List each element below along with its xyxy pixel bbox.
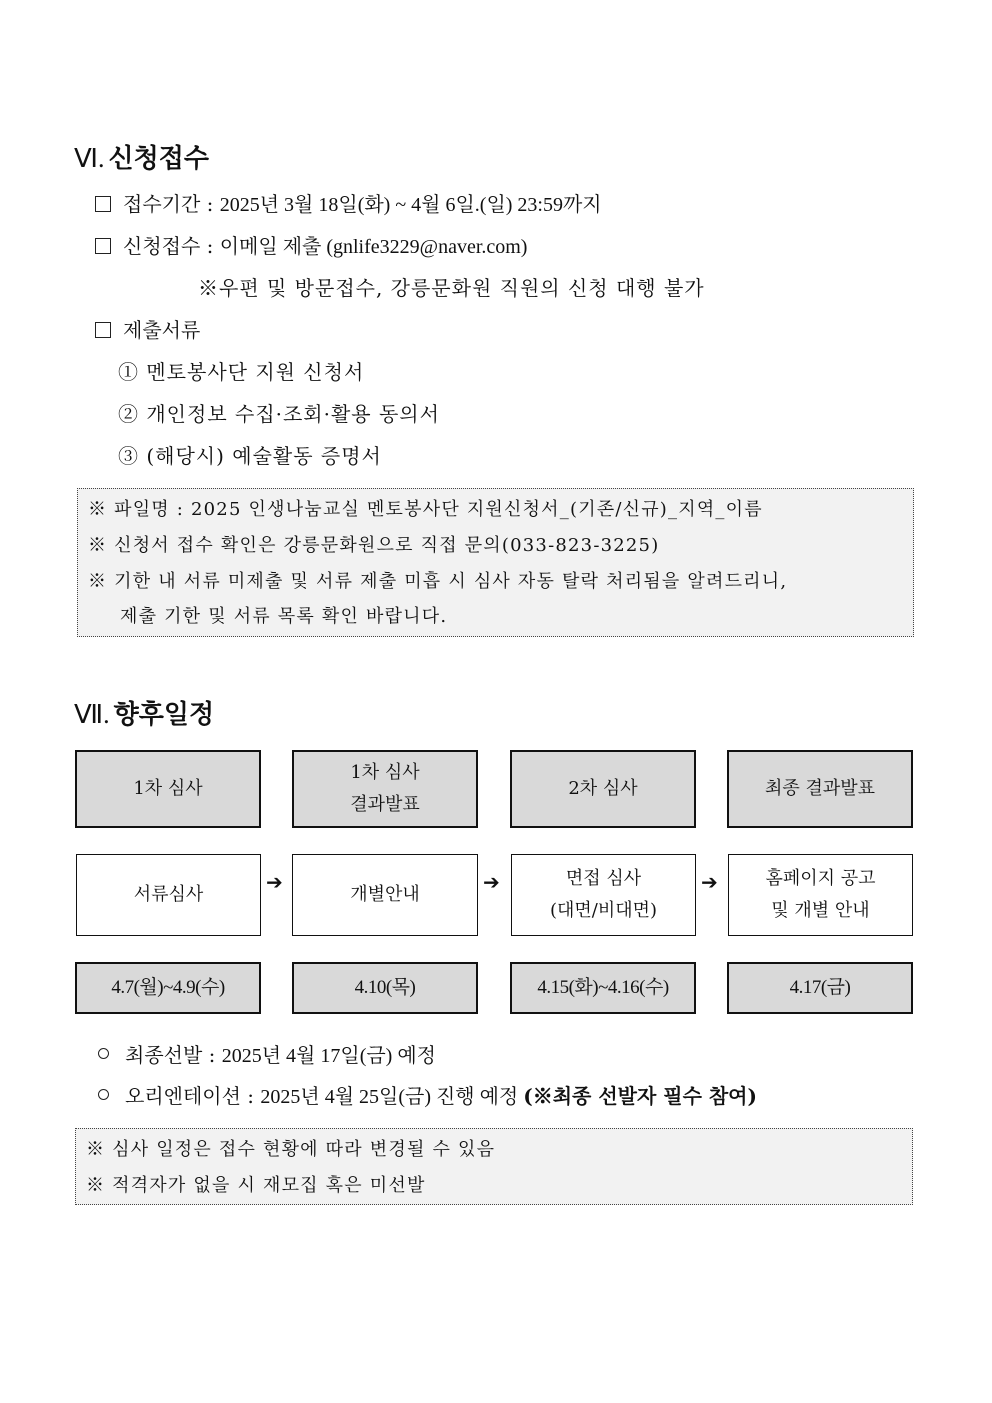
- bullet-value: 2025년 4월 17일(금) 예정: [221, 1045, 436, 1067]
- bullet-emphasis: (※최종 선발자 필수 참여): [523, 1084, 757, 1108]
- stage-title: 1차 심사: [350, 762, 420, 783]
- section-6-number: Ⅵ.: [74, 144, 105, 173]
- section-6-heading: [74, 138, 209, 175]
- stage-title: 1차 심사: [133, 778, 203, 799]
- arrow-right-icon: ➔: [266, 870, 283, 894]
- stage-desc: 서류심사: [133, 884, 204, 905]
- documents-label: 제출서류: [123, 318, 201, 342]
- final-selection-line: [98, 1039, 436, 1068]
- section-7-title: 향후일정: [113, 700, 215, 730]
- arrow-right-icon: ➔: [483, 870, 500, 894]
- stage-desc-box: [728, 854, 913, 936]
- bullet-value: 2025년 4월 25일(금) 진행 예정: [260, 1086, 524, 1108]
- stage-date-box: [510, 962, 696, 1014]
- stage-desc: 면접 심사: [565, 868, 642, 889]
- stage-desc-line2: (대면/비대면): [549, 900, 658, 921]
- stage-title: 최종 결과발표: [764, 778, 876, 799]
- stage-title-box: [75, 750, 261, 828]
- arrow-right-icon: ➔: [701, 870, 718, 894]
- application-period-value: 2025년 3월 18일(화) ~ 4월 6일.(일) 23:59까지: [219, 194, 602, 216]
- application-method-value: 이메일 제출 (gnlife3229@naver.com): [219, 236, 528, 258]
- note-line: ※ 적격자가 없을 시 재모집 혹은 미선발: [86, 1175, 426, 1196]
- stage-date: 4.10(목): [354, 977, 416, 998]
- stage-desc-box: [76, 854, 261, 936]
- separator: :: [202, 1043, 222, 1067]
- stage-date: 4.15(화)~4.16(수): [537, 977, 669, 998]
- section-7-heading: [74, 694, 214, 731]
- stage-desc-box: [511, 854, 696, 936]
- checkbox-icon: [95, 196, 111, 212]
- application-period: [95, 188, 602, 217]
- stage-date: 4.17(금): [789, 977, 851, 998]
- stage-title: 2차 심사: [568, 778, 638, 799]
- stage-desc: 개별안내: [350, 884, 420, 905]
- stage-desc-box: [292, 854, 478, 936]
- stage-title-box: [727, 750, 913, 828]
- documents-heading: [95, 314, 200, 343]
- section-6-notes-box: [77, 488, 914, 637]
- bullet-circle-icon: [98, 1089, 109, 1100]
- stage-desc: 홈페이지 공고: [765, 868, 876, 889]
- application-period-label: 접수기간: [123, 192, 201, 216]
- document-item: ③ (해당시) 예술활동 증명서: [118, 444, 382, 468]
- document-item: ① 멘토봉사단 지원 신청서: [118, 360, 365, 384]
- stage-desc-line2: 및 개별 안내: [771, 900, 870, 921]
- checkbox-icon: [95, 238, 111, 254]
- note-line: ※ 신청서 접수 확인은 강릉문화원으로 직접 문의(033-823-3225): [88, 535, 660, 556]
- stage-title-box: [292, 750, 478, 828]
- stage-date-box: [75, 962, 261, 1014]
- section-7-notes-box: [75, 1128, 913, 1205]
- separator: :: [200, 192, 220, 216]
- separator: :: [200, 234, 220, 258]
- note-line: ※ 심사 일정은 접수 현황에 따라 변경될 수 있음: [86, 1139, 496, 1160]
- checkbox-icon: [95, 322, 111, 338]
- section-6-title: 신청접수: [108, 144, 209, 174]
- bullet-label: 오리엔테이션: [125, 1084, 241, 1108]
- bullet-label: 최종선발: [125, 1043, 203, 1067]
- application-method: [95, 230, 527, 259]
- stage-date-box: [292, 962, 478, 1014]
- note-line: ※ 파일명 : 2025 인생나눔교실 멘토봉사단 지원신청서_(기존/신규)_지역_이름: [88, 499, 763, 520]
- application-method-label: 신청접수: [123, 234, 201, 258]
- note-line: ※ 기한 내 서류 미제출 및 서류 제출 미흡 시 심사 자동 탈락 처리됨을 알려드리니,: [88, 571, 788, 592]
- email-note: ※우편 및 방문접수, 강릉문화원 직원의 신청 대행 불가: [198, 276, 705, 300]
- section-7-number: Ⅶ.: [74, 700, 110, 729]
- stage-title-line2: 결과발표: [350, 794, 420, 815]
- document-item: ② 개인정보 수집·조회·활용 동의서: [118, 402, 440, 426]
- stage-date: 4.7(월)~4.9(수): [111, 977, 225, 998]
- stage-date-box: [727, 962, 913, 1014]
- stage-title-box: [510, 750, 696, 828]
- bullet-circle-icon: [98, 1048, 109, 1059]
- orientation-line: [98, 1080, 757, 1109]
- separator: :: [240, 1084, 261, 1108]
- note-line: 제출 기한 및 서류 목록 확인 바랍니다.: [120, 606, 448, 627]
